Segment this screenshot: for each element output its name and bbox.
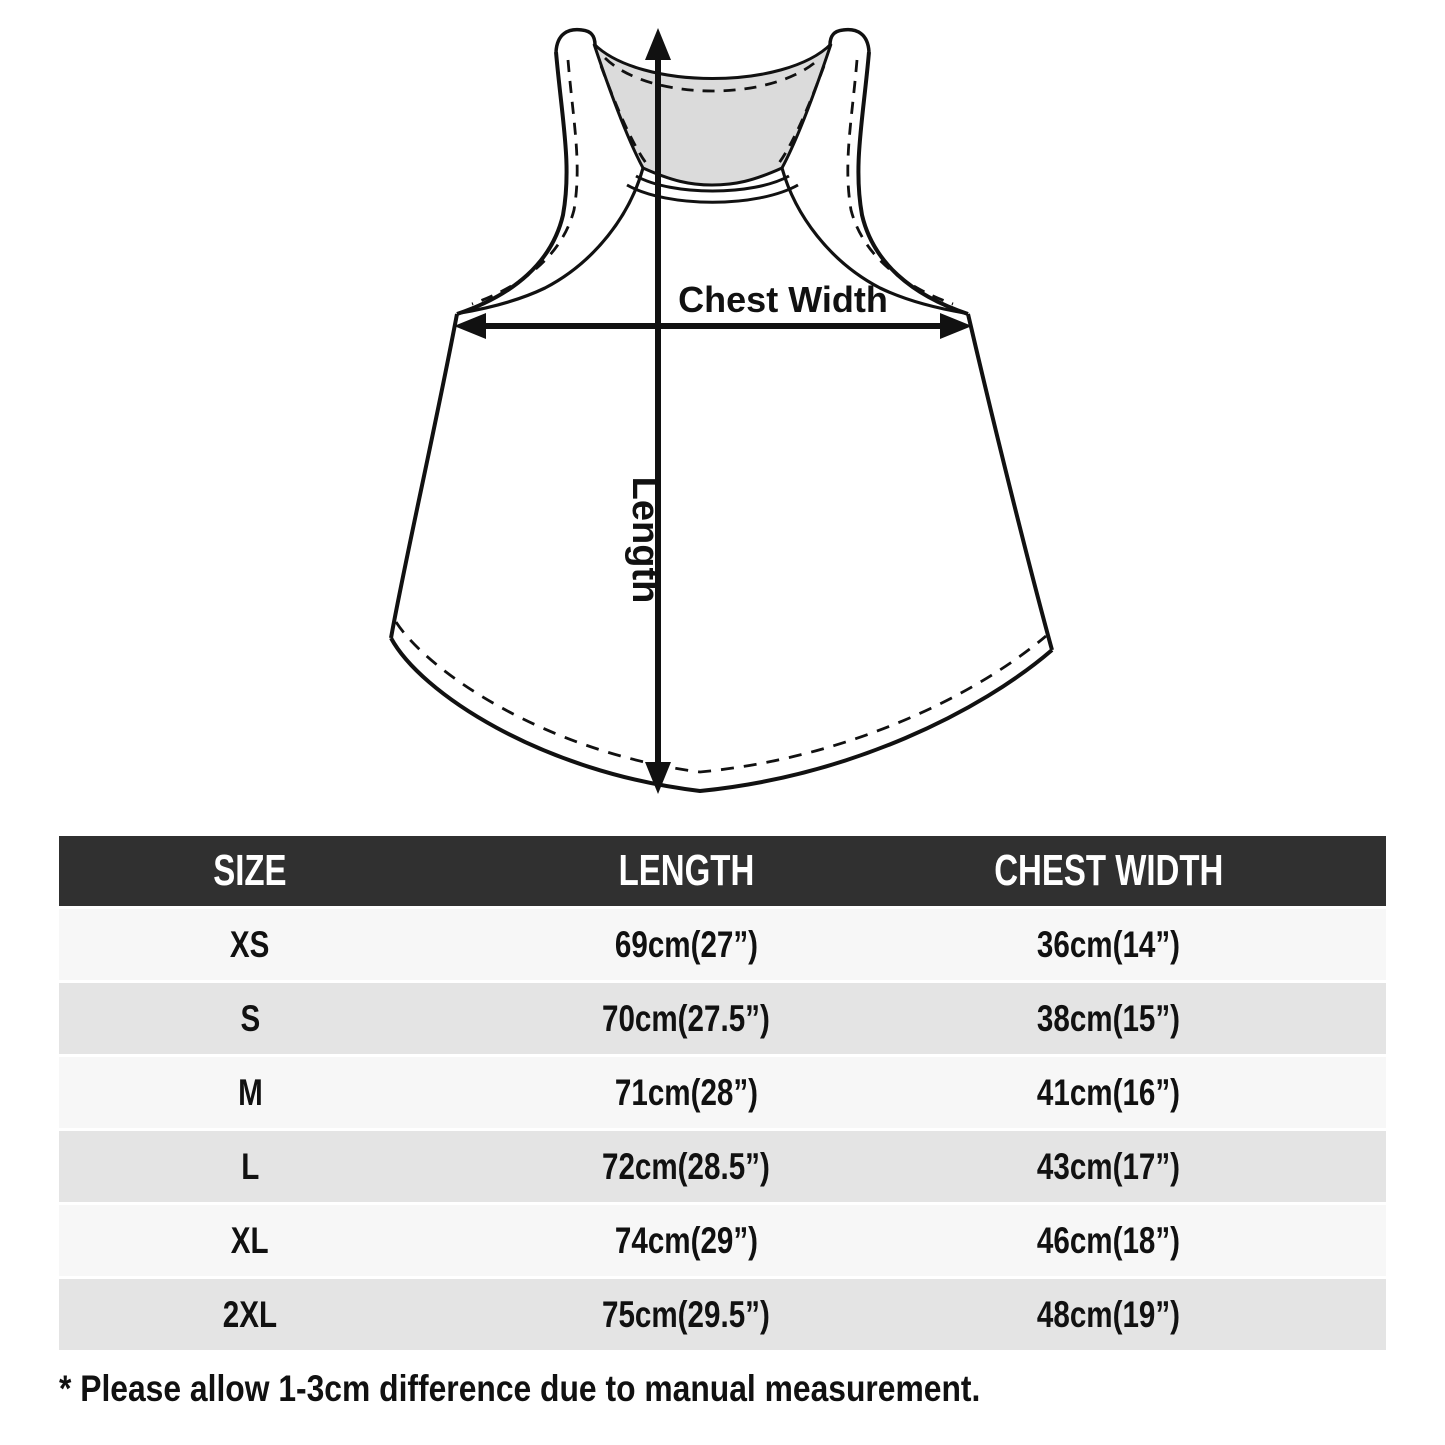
table-row-l [59,1128,1386,1202]
neckband-lower [627,185,798,202]
cell-length: 71cm(28”) [614,1072,758,1113]
size-table-header [59,836,1386,906]
cell-length: 70cm(27.5”) [602,998,770,1039]
header-cell-length: LENGTH [618,846,754,895]
right-strap-cap [830,30,869,52]
right-side-seam [968,314,1052,650]
cell-size: L [241,1146,260,1187]
cell-chest-width: 43cm(17”) [1037,1146,1181,1187]
cell-length: 69cm(27”) [614,924,758,965]
header-cell-size: SIZE [213,846,287,895]
header-cell-chest-width: CHEST WIDTH [994,846,1224,895]
chest-width-label: Chest Width [678,279,888,320]
cell-chest-width: 48cm(19”) [1037,1294,1181,1335]
table-row-s [59,980,1386,1054]
cell-size: XL [231,1220,269,1261]
cell-chest-width: 36cm(14”) [1037,924,1181,965]
right-outer-edge [858,52,968,314]
measurement-note: * Please allow 1-3cm difference due to manual measurement. [59,1368,981,1409]
cell-size: 2XL [222,1294,278,1335]
cell-chest-width: 41cm(16”) [1037,1072,1181,1113]
length-label: Length [624,476,666,604]
table-row-xl [59,1202,1386,1276]
hem-edge [391,638,1052,791]
cell-length: 72cm(28.5”) [602,1146,770,1187]
cell-chest-width: 38cm(15”) [1037,998,1181,1039]
cell-length: 75cm(29.5”) [602,1294,770,1335]
back-panel [594,44,831,185]
left-strap-cap [556,30,595,52]
cell-size: M [237,1072,263,1113]
cell-size: S [240,998,260,1039]
size-table [59,836,1386,1350]
cell-length: 74cm(29”) [614,1220,758,1261]
left-side-seam [391,314,457,638]
hem-stitch [396,622,1046,772]
table-row-2xl [59,1276,1386,1350]
cell-chest-width: 46cm(18”) [1037,1220,1181,1261]
left-outer-edge [457,52,567,314]
cell-size: XS [230,924,270,965]
table-row-m [59,1054,1386,1128]
left-armhole-inner [460,168,643,313]
table-row-xs [59,906,1386,980]
